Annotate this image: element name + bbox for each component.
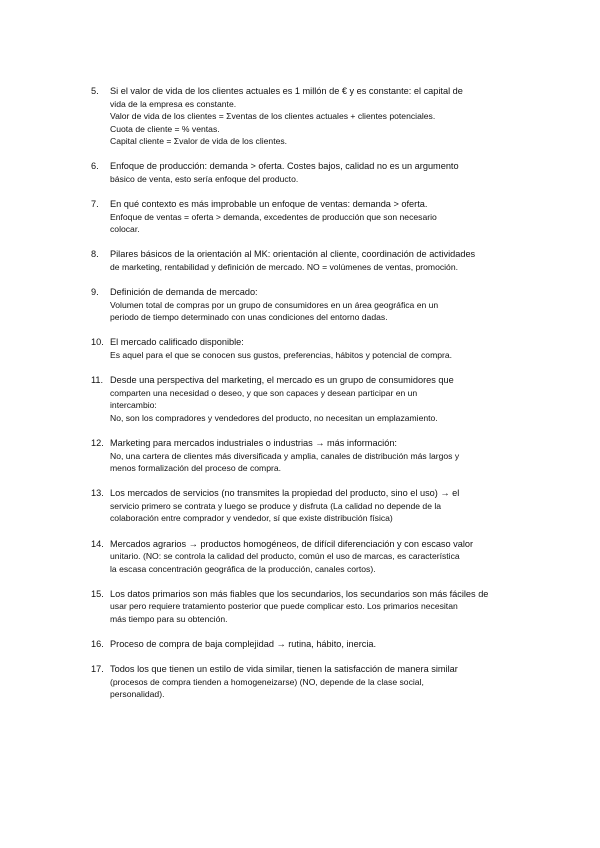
text-line: vida de la empresa es constante.: [110, 98, 237, 109]
list-item: [91, 487, 531, 525]
list-item: [91, 286, 531, 324]
list-item-number: 13.: [91, 488, 104, 499]
text-line: Valor de vida de los clientes = Σventas de los clientes actuales + clientes potenciales.: [110, 111, 436, 122]
text-line: Enfoque de ventas = oferta > demanda, excedentes de producción que son necesario: [110, 211, 437, 222]
text-line: Los datos primarios son más fiables que los secundarios, los secundarios son más fáciles de: [110, 588, 489, 599]
text-line: de marketing, rentabilidad y definición de mercado. NO = volúmenes de ventas, promoción.: [110, 262, 458, 273]
text-line: menos formalización del proceso de compra.: [110, 463, 282, 474]
text-line: Enfoque de producción: demanda > oferta. Costes bajos, calidad no es un argumento: [110, 161, 459, 172]
list-item-body: [110, 374, 531, 424]
numbered-list: [91, 85, 531, 713]
list-item-number: 11.: [91, 375, 104, 386]
list-item: [91, 538, 531, 576]
list-item-number: 14.: [91, 538, 104, 549]
text-line: Definición de demanda de mercado:: [110, 287, 258, 298]
text-line: Es aquel para el que se conocen sus gustos, preferencias, hábitos y potencial de compra.: [110, 350, 453, 360]
list-item: [91, 638, 531, 651]
text-line: Cuota de cliente = % ventas.: [110, 123, 220, 134]
list-item-body: [110, 487, 531, 525]
text-line: comparten una necesidad o deseo, y que son capaces y desean participar en un: [110, 387, 418, 398]
list-item-body: [110, 336, 531, 361]
text-line: Volumen total de compras por un grupo de consumidores en un área geográfica en un: [110, 299, 439, 310]
text-line: intercambio:: [110, 400, 157, 411]
list-item-body: [110, 198, 531, 236]
list-item-number: 7.: [91, 199, 99, 210]
list-item-body: [110, 437, 531, 475]
list-item: [91, 374, 531, 424]
text-line: Capital cliente = Σvalor de vida de los clientes.: [110, 136, 288, 147]
text-line: Desde una perspectiva del marketing, el mercado es un grupo de consumidores que: [110, 375, 454, 386]
list-item-number: 16.: [91, 639, 104, 650]
list-item-body: [110, 588, 531, 626]
list-item-body: [110, 85, 531, 148]
list-item: [91, 663, 531, 701]
list-item-number: 10.: [91, 337, 104, 348]
list-item-number: 8.: [91, 249, 99, 260]
list-item: [91, 85, 531, 148]
list-item: [91, 588, 531, 626]
text-line: más tiempo para su obtención.: [110, 614, 228, 624]
list-item: [91, 198, 531, 236]
list-item-body: [110, 538, 531, 576]
text-line: la escasa concentración geográfica de la producción, canales cortos).: [110, 563, 376, 574]
list-item: [91, 160, 531, 185]
text-line: El mercado calificado disponible:: [110, 337, 244, 348]
list-item-body: [110, 286, 531, 324]
list-item-body: [110, 160, 531, 185]
text-line: usar pero requiere tratamiento posterior que puede complicar esto. Los primarios necesitan: [110, 601, 458, 612]
list-item-body: [110, 663, 531, 701]
text-line: Pilares básicos de la orientación al MK: orientación al cliente, coordinación de actividades: [110, 249, 476, 260]
text-line: Los mercados de servicios (no transmites la propiedad del producto, sino el uso) → el: [110, 488, 460, 499]
text-line: Proceso de compra de baja complejidad → rutina, hábito, inercia.: [110, 639, 377, 650]
list-item-number: 6.: [91, 161, 99, 172]
list-item-body: [110, 638, 531, 651]
text-line: Todos los que tienen un estilo de vida similar, tienen la satisfacción de manera similar: [110, 664, 458, 675]
list-item-number: 12.: [91, 437, 104, 448]
list-item: [91, 336, 531, 361]
text-line: colocar.: [110, 224, 140, 235]
list-item: [91, 437, 531, 475]
text-line: básico de venta, esto sería enfoque del producto.: [110, 174, 299, 185]
text-line: colaboración entre comprador y vendedor, sí que existe distribución física): [110, 513, 393, 524]
text-line: Marketing para mercados industriales o industrias → más información:: [110, 437, 397, 448]
text-line: (procesos de compra tienden a homogeneizarse) (NO, depende de la clase social,: [110, 676, 424, 687]
list-item-number: 5.: [91, 86, 99, 96]
text-line: periodo de tiempo determinado con unas condiciones del entorno dadas.: [110, 312, 388, 323]
text-line: No, una cartera de clientes más diversificada y amplia, canales de distribución más largos y: [110, 450, 460, 461]
list-item-number: 15.: [91, 588, 104, 599]
text-line: Mercados agrarios → productos homogéneos, de difícil diferenciación y con escaso valor: [110, 538, 474, 549]
text-line: Si el valor de vida de los clientes actuales es 1 millón de € y es constante: el capital de: [110, 86, 463, 96]
list-item: [91, 248, 531, 273]
text-line: personalidad).: [110, 689, 165, 700]
list-item-number: 9.: [91, 287, 99, 298]
text-line: unitario. (NO: se controla la calidad del producto, común el uso de marcas, es característica: [110, 551, 460, 562]
text-line: servicio primero se contrata y luego se produce y disfruta (La calidad no depende de la: [110, 500, 442, 511]
list-item-number: 17.: [91, 664, 104, 675]
text-line: No, son los compradores y vendedores del producto, no necesitan un emplazamiento.: [110, 412, 438, 423]
text-line: En qué contexto es más improbable un enfoque de ventas: demanda > oferta.: [110, 199, 428, 210]
list-item-body: [110, 248, 531, 273]
